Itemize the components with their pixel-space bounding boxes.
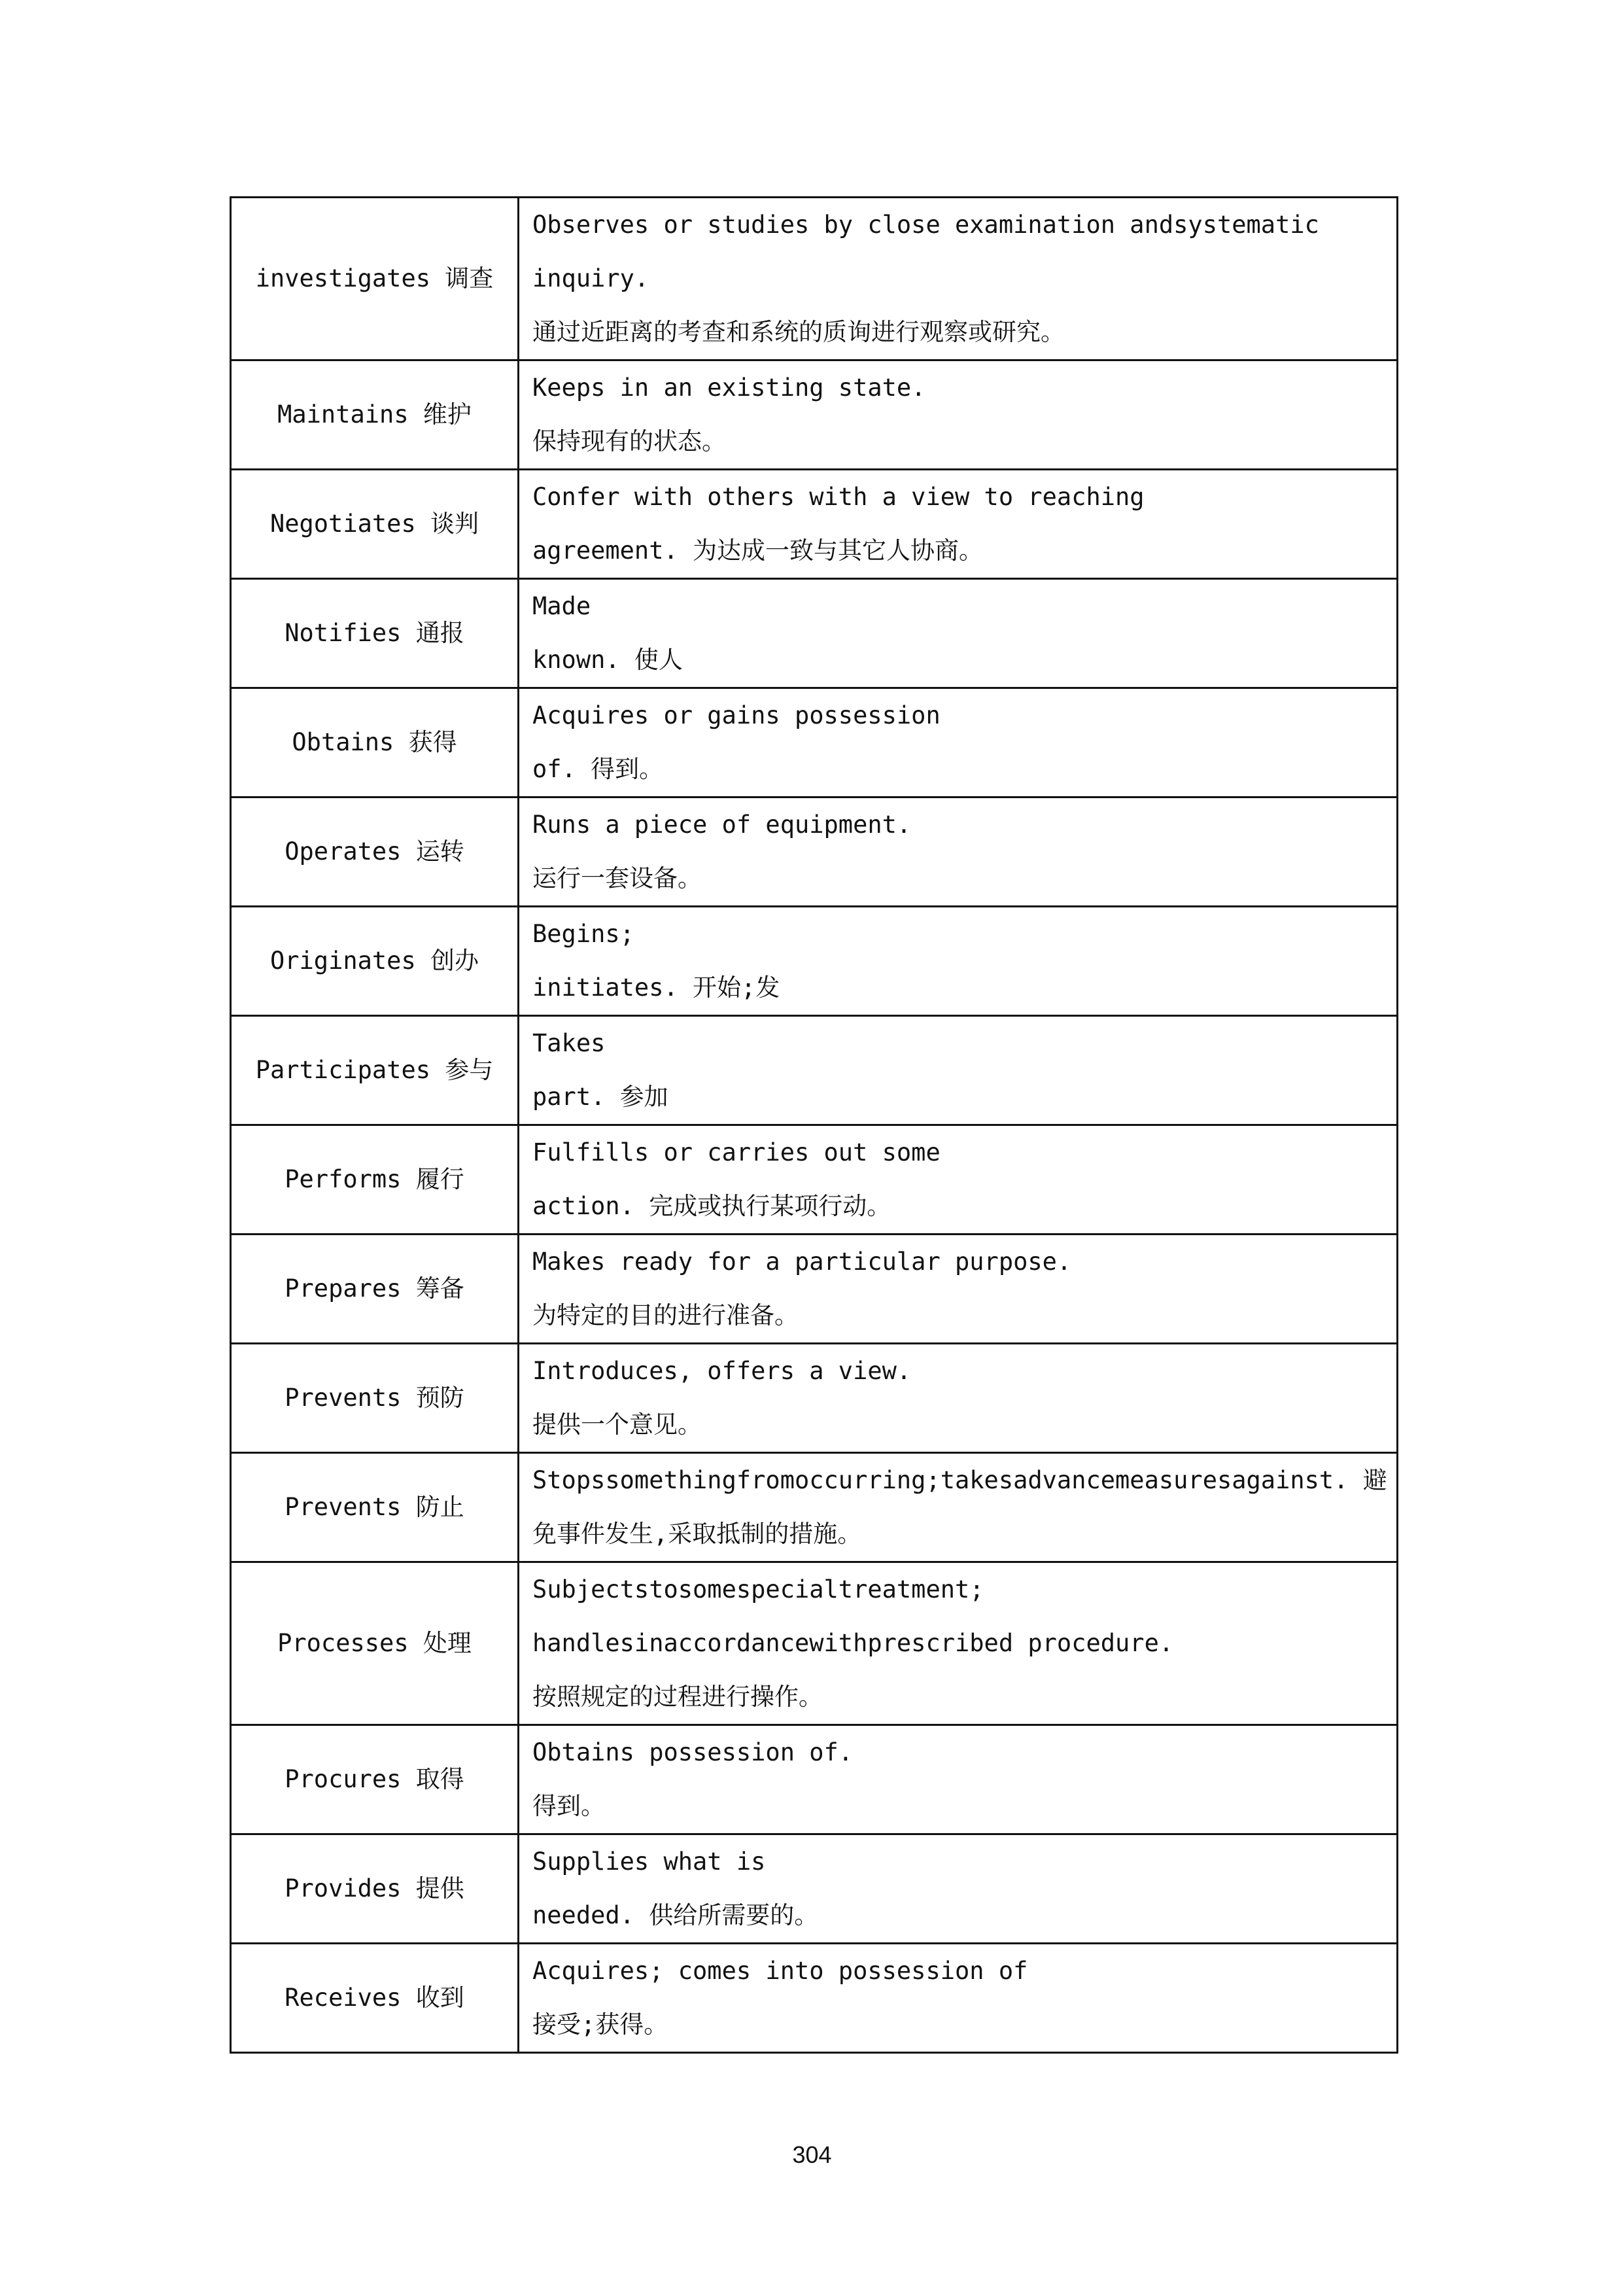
- term-cell: Prevents 预防: [231, 1344, 519, 1453]
- table-row: [231, 360, 1398, 470]
- definition-line: Stopssomethingfromoccurring;takesadvancemeasuresagainst. 避: [532, 1466, 1387, 1494]
- definition-line: Fulfills or carries out some: [532, 1138, 941, 1166]
- definition-line: 保持现有的状态。: [532, 427, 726, 455]
- definition-line: Acquires; comes into possession of: [532, 1957, 1028, 1985]
- definitions-table-body: [231, 198, 1398, 2053]
- definition-line: action. 完成或执行某项行动。: [532, 1192, 891, 1220]
- definition-line: Keeps in an existing state.: [532, 374, 926, 402]
- term-cell: Prevents 防止: [231, 1453, 519, 1562]
- definition-line: Observes or studies by close examination andsystematic: [532, 211, 1319, 239]
- page-number: 304: [792, 2141, 832, 2168]
- definition-line: Made: [532, 592, 591, 620]
- definition-cell: [519, 1016, 1398, 1125]
- definition-cell: [519, 907, 1398, 1016]
- term-cell: Operates 运转: [231, 797, 519, 907]
- term-cell: Originates 创办: [231, 907, 519, 1016]
- definition-line: 提供一个意见。: [532, 1410, 702, 1439]
- definition-line: agreement. 为达成一致与其它人协商。: [532, 536, 984, 565]
- definition-cell: [519, 1125, 1398, 1235]
- table-row: [231, 1453, 1398, 1562]
- term-cell: Notifies 通报: [231, 579, 519, 688]
- definition-line: Makes ready for a particular purpose.: [532, 1248, 1072, 1276]
- definition-cell: [519, 1725, 1398, 1834]
- definition-cell: [519, 797, 1398, 907]
- term-cell: Obtains 获得: [231, 688, 519, 797]
- definition-line: 接受;获得。: [532, 2010, 668, 2039]
- definition-line: 按照规定的过程进行操作。: [532, 1683, 823, 1711]
- table-row: [231, 1944, 1398, 2053]
- definition-cell: [519, 1562, 1398, 1725]
- term-cell: Maintains 维护: [231, 360, 519, 470]
- definition-line: 为特定的目的进行准备。: [532, 1301, 799, 1329]
- definition-cell: [519, 1944, 1398, 2053]
- definition-line: Subjectstosomespecialtreatment;: [532, 1575, 984, 1603]
- definition-line: Confer with others with a view to reaching: [532, 483, 1145, 511]
- definition-cell: [519, 198, 1398, 360]
- definition-line: 免事件发生,采取抵制的措施。: [532, 1520, 862, 1548]
- definitions-table: [230, 196, 1398, 2054]
- table-row: [231, 579, 1398, 688]
- definition-line: Acquires or gains possession: [532, 701, 941, 729]
- definition-line: 得到。: [532, 1792, 605, 1820]
- definition-line: inquiry.: [532, 264, 649, 292]
- definition-line: initiates. 开始;发: [532, 973, 780, 1002]
- definition-line: 通过近距离的考查和系统的质询进行观察或研究。: [532, 318, 1065, 346]
- table-row: [231, 907, 1398, 1016]
- definition-line: 运行一套设备。: [532, 864, 702, 892]
- definition-line: handlesinaccordancewithprescribed procedure.: [532, 1629, 1174, 1657]
- definition-cell: [519, 1235, 1398, 1344]
- definition-cell: [519, 1834, 1398, 1944]
- definition-line: Runs a piece of equipment.: [532, 811, 912, 839]
- definition-line: Introduces, offers a view.: [532, 1357, 912, 1385]
- definition-cell: [519, 688, 1398, 797]
- term-cell: Procures 取得: [231, 1725, 519, 1834]
- definition-line: needed. 供给所需要的。: [532, 1901, 819, 1929]
- definition-line: Takes: [532, 1029, 606, 1057]
- definition-cell: [519, 1453, 1398, 1562]
- definition-line: part. 参加: [532, 1083, 668, 1111]
- table-row: [231, 470, 1398, 579]
- definition-cell: [519, 1344, 1398, 1453]
- definition-line: known. 使人: [532, 646, 683, 674]
- definition-line: of. 得到。: [532, 755, 664, 783]
- term-cell: Performs 履行: [231, 1125, 519, 1235]
- table-row: [231, 1344, 1398, 1453]
- term-cell: Negotiates 谈判: [231, 470, 519, 579]
- term-cell: Provides 提供: [231, 1834, 519, 1944]
- table-row: [231, 1125, 1398, 1235]
- table-row: [231, 1235, 1398, 1344]
- table-row: [231, 1834, 1398, 1944]
- definition-cell: [519, 470, 1398, 579]
- term-cell: investigates 调查: [231, 198, 519, 360]
- term-cell: Receives 收到: [231, 1944, 519, 2053]
- table-row: [231, 1016, 1398, 1125]
- table-row: [231, 198, 1398, 360]
- term-cell: Processes 处理: [231, 1562, 519, 1725]
- table-row: [231, 1562, 1398, 1725]
- term-cell: Prepares 筹备: [231, 1235, 519, 1344]
- table-row: [231, 688, 1398, 797]
- definition-line: Supplies what is: [532, 1848, 766, 1876]
- table-row: [231, 1725, 1398, 1834]
- term-cell: Participates 参与: [231, 1016, 519, 1125]
- definition-line: Obtains possession of.: [532, 1738, 854, 1766]
- definition-cell: [519, 360, 1398, 470]
- definition-line: Begins;: [532, 920, 634, 948]
- definition-cell: [519, 579, 1398, 688]
- table-row: [231, 797, 1398, 907]
